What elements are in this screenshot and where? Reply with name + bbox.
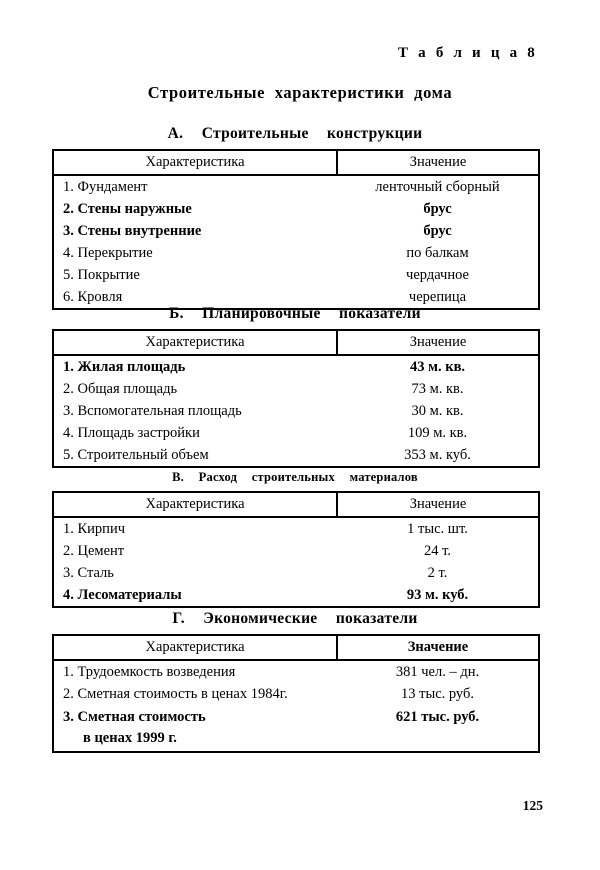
- cell-value: ленточный сборный: [375, 179, 500, 195]
- cell-characteristic: [53, 705, 337, 752]
- cell-value: 2 т.: [427, 565, 448, 581]
- table-row: [53, 175, 539, 198]
- section-1: [52, 125, 538, 310]
- section-heading: Б. Планировочные показатели: [169, 305, 421, 322]
- section-3: [52, 470, 538, 608]
- table-row: [53, 400, 539, 422]
- cell-characteristic: 2. Цемент: [63, 543, 125, 559]
- cell-characteristic-line1: 3. Сметная стоимость: [63, 709, 206, 725]
- cell-characteristic: 4. Площадь застройки: [63, 425, 200, 441]
- page-title: Строительные характеристики дома: [147, 83, 453, 102]
- table-row: [53, 584, 539, 607]
- characteristics-table: [52, 329, 540, 468]
- cell-value: 24 т.: [424, 543, 451, 559]
- cell-characteristic: 1. Жилая площадь: [63, 359, 186, 375]
- table-row: [53, 660, 539, 683]
- table-header-row: [53, 150, 539, 175]
- table-row: [53, 264, 539, 286]
- cell-value: 621 тыс. руб.: [395, 709, 480, 725]
- section-heading: А. Строительные конструкции: [167, 125, 423, 142]
- section-4: [52, 610, 538, 753]
- page-number: 125: [522, 798, 543, 813]
- cell-value: 30 м. кв.: [411, 403, 464, 419]
- section-2: [52, 305, 538, 468]
- section-heading: В. Расход строительных материалов: [172, 470, 418, 484]
- cell-value: чердачное: [406, 267, 469, 283]
- cell-characteristic: 2. Общая площадь: [63, 381, 178, 397]
- table-row: [53, 355, 539, 378]
- cell-characteristic-line2: в ценах 1999 г.: [83, 730, 177, 746]
- table-row: [53, 422, 539, 444]
- cell-characteristic: 4. Перекрытие: [63, 245, 153, 261]
- cell-characteristic: 5. Покрытие: [63, 267, 140, 283]
- cell-value: 13 тыс. руб.: [400, 686, 474, 702]
- column-header-characteristic: Характеристика: [53, 150, 337, 175]
- cell-value: 73 м. кв.: [411, 381, 464, 397]
- characteristics-table: [52, 491, 540, 608]
- table-row: [53, 683, 539, 705]
- cell-value: черепица: [408, 289, 467, 305]
- cell-characteristic: 3. Стены внутренние: [63, 223, 202, 239]
- table-row: [53, 517, 539, 540]
- cell-value: 381 чел. – дн.: [395, 664, 480, 680]
- cell-characteristic: 1. Трудоемкость возведения: [63, 664, 236, 680]
- column-header-characteristic: Характеристика: [53, 635, 337, 660]
- column-header-value: Значение: [337, 330, 539, 355]
- cell-characteristic: 4. Лесоматериалы: [63, 587, 182, 603]
- section-heading: Г. Экономические показатели: [172, 610, 418, 627]
- characteristics-table: [52, 149, 540, 310]
- table-row: [53, 705, 539, 752]
- characteristics-table: [52, 634, 540, 753]
- table-row: [53, 220, 539, 242]
- table-header-row: [53, 330, 539, 355]
- column-header-value: Значение: [337, 635, 539, 660]
- cell-characteristic: 5. Строительный объем: [63, 447, 209, 463]
- column-header-characteristic: Характеристика: [53, 330, 337, 355]
- table-row: [53, 444, 539, 467]
- table-row: [53, 562, 539, 584]
- table-row: [53, 198, 539, 220]
- cell-value: 43 м. кв.: [409, 359, 466, 375]
- column-header-value: Значение: [337, 492, 539, 517]
- cell-value: 109 м. кв.: [407, 425, 468, 441]
- table-row: [53, 540, 539, 562]
- cell-characteristic: 1. Кирпич: [63, 521, 125, 537]
- cell-characteristic: 1. Фундамент: [63, 179, 148, 195]
- cell-value: 1 тыс. шт.: [407, 521, 468, 537]
- table-row: [53, 378, 539, 400]
- cell-value: брус: [423, 201, 452, 217]
- cell-characteristic: 3. Вспомогательная площадь: [63, 403, 242, 419]
- cell-value: 93 м. куб.: [406, 587, 469, 603]
- table-row: [53, 242, 539, 264]
- cell-value: по балкам: [406, 245, 469, 261]
- column-header-value: Значение: [337, 150, 539, 175]
- cell-characteristic: 6. Кровля: [63, 289, 123, 305]
- cell-characteristic: 2. Стены наружные: [63, 201, 192, 217]
- cell-characteristic: 3. Сталь: [63, 565, 114, 581]
- table-header-row: [53, 492, 539, 517]
- table-header-row: [53, 635, 539, 660]
- column-header-characteristic: Характеристика: [53, 492, 337, 517]
- cell-characteristic: 2. Сметная стоимость в ценах 1984г.: [63, 686, 288, 702]
- cell-value: брус: [423, 223, 452, 239]
- table-number-label: Т а б л и ц а 8: [398, 45, 538, 61]
- cell-value: 353 м. куб.: [404, 447, 471, 463]
